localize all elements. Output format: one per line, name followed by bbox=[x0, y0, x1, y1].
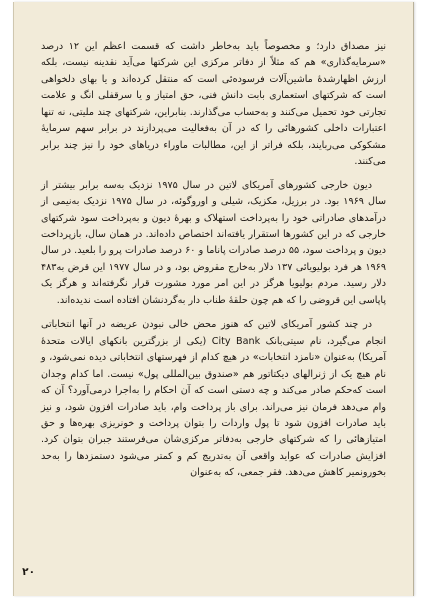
paragraph-3: در چند کشور آمریکای لاتین که هنوز محض خالی نبودن عریضه در آنها انتخاباتی انجام می‌گیرد، نام سیتی‌بانک City Bank (یکی از بزرگترین بانکهای ایالات متحدهٔ آمریکا) به‌عنوان «نامزد انتخابات» در هیچ کدام از فهرستهای انتخاباتی دیده نمی‌شود، و نام هیچ یک از ژنرالهای دیکتاتور هم «صندوق بین‌المللی پول» نیست. اما کدام وجدان است که‌حکم صادر می‌کند و چه دستی است که آن احکام را به‌اجرا درمی‌آورد؟ آن که وام می‌دهد فرمان نیز می‌راند. برای باز پرداخت وام، باید صادرات افزون شود، و نیز باید صادرات افزون شود تا پول واردات را بتوان پرداخت و خونریزی بهره‌ها و حق امتیازهائی را که شرکتهای خارجی به‌دفاتر مرکزی‌شان می‌فرستند جبران بتوان کرد. افزایش صادرات که عواید واقعی آن به‌تدریج کم و کمتر می‌شود دستمزدها را به‌حد بخورونمیر کاهش می‌دهد. فقر جمعی، که به‌عنوان bbox=[41, 319, 387, 479]
paragraph-2: دیون خارجی کشورهای آمریکای لاتین در سال ۱۹۷۵ نزدیک به‌سه برابر بیشتر از سال ۱۹۶۹ بود. در برزیل، مکزیک، شیلی و اوروگوئه، در سال ۱۹۷۵ نزدیک به‌نیمی از درآمدهای صادراتی خود را به‌پرداخت استهلاک و بهرهٔ دیون و به‌پرداخت سود شرکتهای خارجی که در این کشورها استقرار یافته‌اند اختصاص داده‌اند. در همان سال، بازپرداخت دیون و پرداخت سود، ۵۵ درصد صادرات پاناما و ۶۰ درصد صادرات پرو را بلعید. در سال ۱۹۶۹ هر فرد بولیویائی ۱۳۷ دلار به‌خارج مقروض بود، و در سال ۱۹۷۷ این قرض به۴۸۳ دلار رسید. مردم بولیویا هرگز در این امر مورد مشورت قرار نگرفته‌اند و هرگز یک پاپاسی این قروضی را که هم چون حلقهٔ طناب دار به‌گردنشان افتاده است ندیده‌اند. bbox=[41, 179, 387, 306]
page-number: ۲۰ bbox=[22, 566, 35, 578]
paragraph-1: نیز مصداق دارد؛ و مخصوصاً باید به‌خاطر داشت که قسمت اعظم این ۱۲ درصد «سرمایه‌گذاری» هم که مثلاً از دفاتر مرکزی این شرکتها می‌آید نقدینه نیست، بلکه ارزش اظهارشدهٔ ماشین‌آلات فرسوده‌ئی است که منتقل کرده‌اند و یا بهای دلخواهی است که شرکتهای استعماری بابت دانش فنی، حق امتیاز و یا سرقفلی انگ و علامت تجارتی خود تحمیل می‌کنند و به‌حساب می‌گذارند. بنابراین، شرکتهای چند ملیتی، نه تنها اعتبارات داخلی کشورهائی را که در آن به‌فعالیت می‌پردازند در برابر سهم سرمایهٔ مشکوکی می‌ربایند، بلکه فراتر از این، مطالبات ماوراء دریاهای خود را نیز چند برابر می‌کنند. bbox=[41, 41, 386, 168]
page-body bbox=[41, 39, 386, 482]
book-page bbox=[13, 2, 414, 596]
